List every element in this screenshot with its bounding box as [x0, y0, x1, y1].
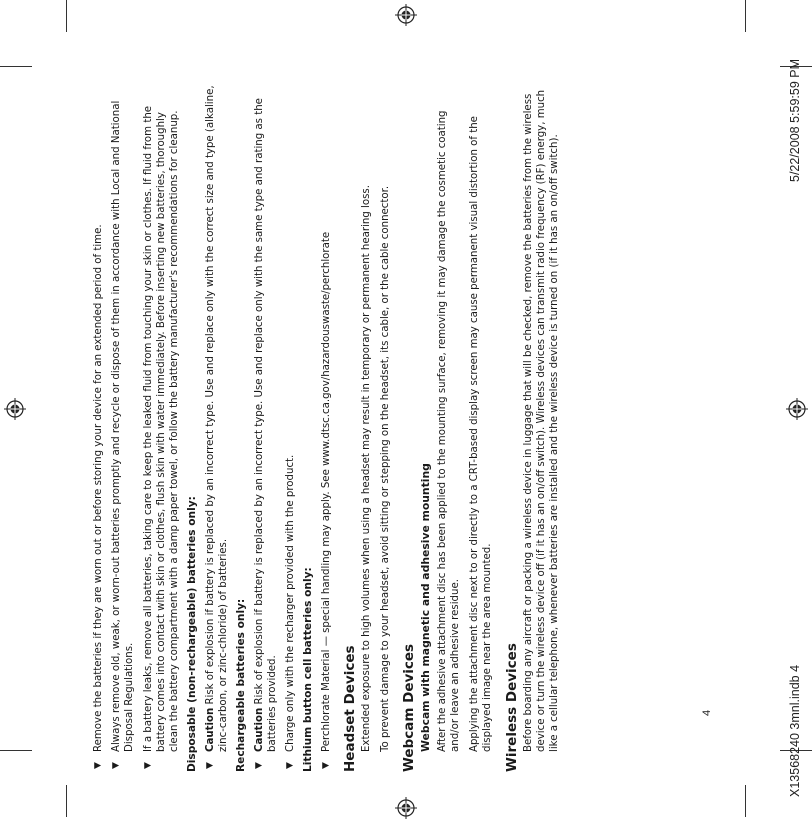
bullet-text: Perchlorate Material — special handling may apply. See www.dtsc.ca.gov/hazardouswaste/perchlorate	[320, 231, 332, 752]
bullet-text: Always remove old, weak, or worn-out batteries promptly and recycle or dispose of them in accordance with Local and National Disposal Regulations.	[111, 100, 136, 752]
list-item	[253, 82, 279, 772]
registration-mark-icon	[395, 4, 417, 26]
caution-text: Risk of explosion if battery is replaced by an incorrect type. Use and replace only with the same type and rating as the batteries provided.	[253, 98, 278, 752]
caution-text: Risk of explosion if battery is replaced by an incorrect type. Use and replace only with the correct size and type (alkaline, zinc-carbon, or zinc-chloride) of batteries.	[204, 85, 229, 752]
webcam-heading: Webcam Devices	[401, 643, 418, 772]
registration-mark-icon	[395, 797, 417, 819]
headset-heading: Headset Devices	[341, 645, 358, 772]
headset-paragraph: Extended exposure to high volumes when using a headset may result in temporary or permanent hearing loss.	[360, 185, 372, 752]
bullet-icon: ▼	[111, 762, 122, 769]
disposable-heading: Disposable (non-rechargeable) batteries only:	[186, 496, 199, 772]
headset-paragraph: To prevent damage to your headset, avoid sitting or stepping on the headset, its cable, or the cable connector.	[380, 185, 392, 752]
crop-mark	[66, 785, 67, 817]
bullet-icon: ▼	[285, 762, 296, 769]
registration-mark-icon	[4, 398, 26, 420]
webcam-paragraph: Applying the attachment disc next to or directly to a CRT-based display screen may cause permanent visual distortion of the displayed image near the area mounted.	[469, 116, 494, 752]
timestamp: 5/22/2008 5:59:59 PM	[788, 58, 802, 182]
bullet-icon: ▼	[142, 762, 153, 769]
file-name: X13568240 3mnl.indb 4	[788, 664, 802, 797]
rechargeable-heading: Rechargeable batteries only:	[235, 598, 248, 772]
lithium-heading: Lithium button cell batteries only:	[302, 567, 315, 772]
bullet-icon: ▼	[204, 762, 215, 769]
crop-mark	[0, 66, 32, 67]
caution-label: Caution	[253, 707, 265, 752]
caution-label: Caution	[204, 707, 216, 752]
wireless-heading: Wireless Devices	[503, 643, 520, 772]
crop-mark	[0, 750, 32, 751]
crop-mark	[745, 0, 746, 32]
list-item	[284, 82, 297, 772]
bullet-icon: ▼	[253, 762, 264, 769]
list-item	[92, 82, 105, 772]
page-content	[92, 82, 692, 772]
bullet-icon: ▼	[320, 762, 331, 769]
list-item	[320, 82, 333, 772]
bullet-text: Remove the batteries if they are worn out or before storing your device for an extended period of time.	[93, 224, 104, 752]
webcam-subheading: Webcam with magnetic and adhesive mounting	[419, 463, 433, 752]
crop-mark	[66, 0, 67, 32]
list-item	[204, 82, 230, 772]
webcam-paragraph: After the adhesive attachment disc has been applied to the mounting surface, removing it may damage the cosmetic coating and/or leave an adhesive residue.	[436, 110, 462, 752]
list-item	[142, 82, 182, 772]
bullet-icon: ▼	[93, 762, 103, 769]
bullet-text: If a battery leaks, remove all batteries, taking care to keep the leaked fluid from touching your skin or clothes. If fluid from the battery comes into contact with skin or clothes, flush skin with water immediately. Before inserting new batteries, thoroughly clean the battery compartment with a damp paper towel, or follow the battery manufacturer's recommendations for cleanup.	[142, 105, 181, 752]
bullet-text: Charge only with the recharger provided with the product.	[285, 454, 297, 752]
crop-mark	[745, 785, 746, 817]
page-number: 4	[701, 709, 713, 716]
wireless-paragraph: Before boarding any aircraft or packing a wireless device in luggage that will be checked, remove the batteries from the wireless device or turn the wireless device off (if it has an on/off switch). Wireless devices can transmit radio frequency (RF) energy, much like a cellular telephone, whenever batteries are installed and the wireless device is turned on (if it has an on/off switch).	[522, 89, 561, 752]
list-item	[110, 82, 136, 772]
registration-mark-icon	[786, 398, 808, 420]
